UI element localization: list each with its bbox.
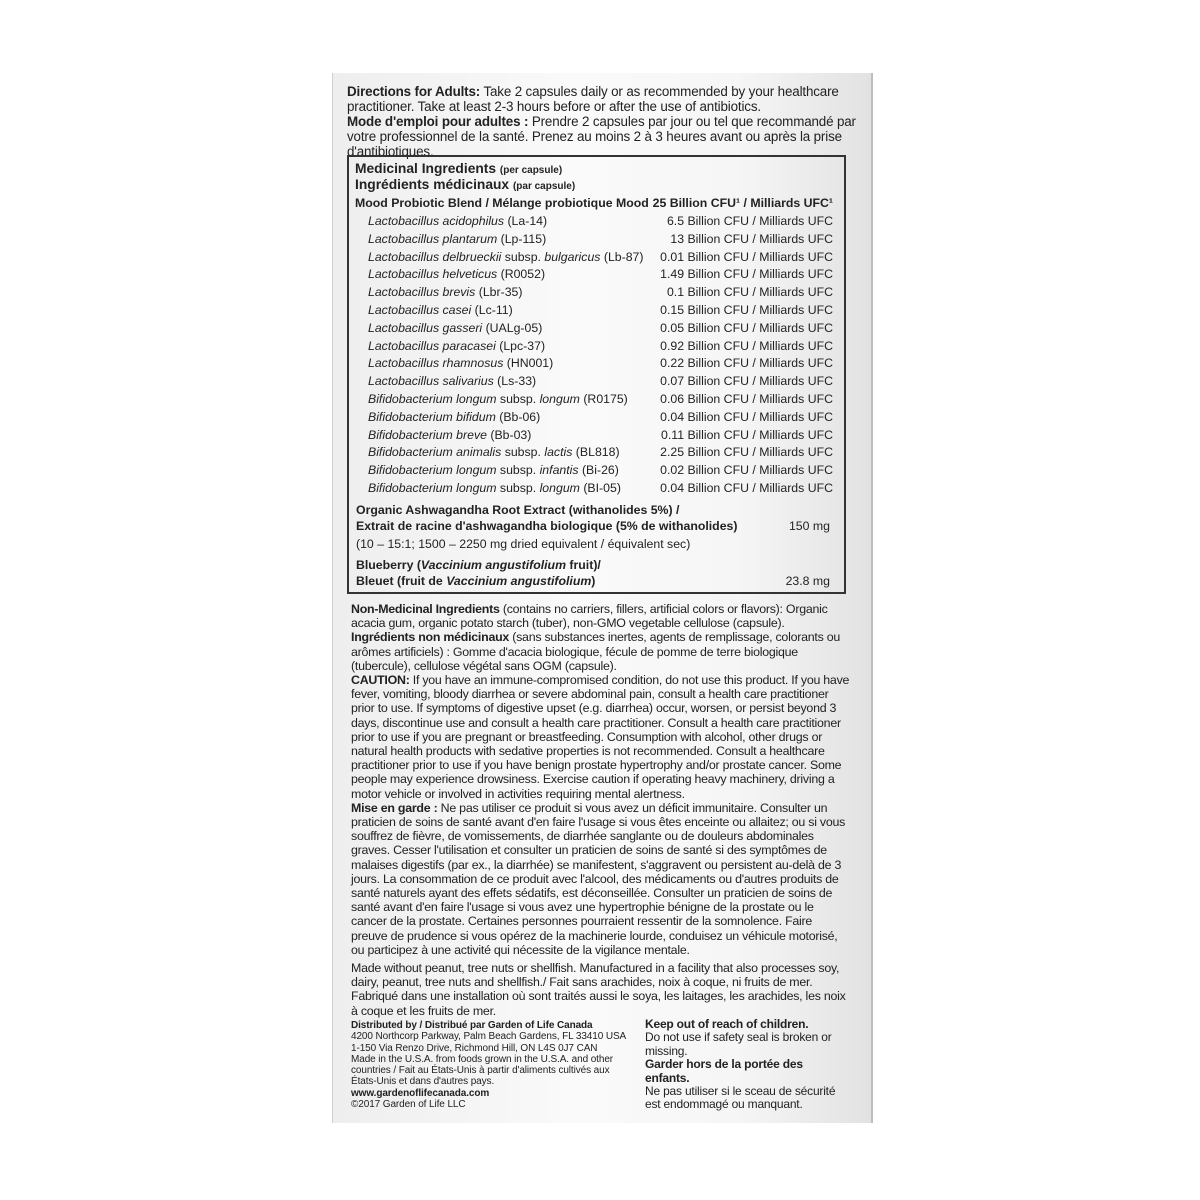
strain-row bbox=[355, 267, 833, 285]
strain-amount: 0.02 Billion CFU / Milliards UFC bbox=[660, 463, 833, 478]
strain-row bbox=[355, 339, 833, 357]
strain-name: Bifidobacterium longum subsp. longum (R0175) bbox=[368, 392, 628, 406]
strain-name: Lactobacillus brevis (Lbr-35) bbox=[368, 285, 523, 300]
strain-name: Bifidobacterium breve (Bb-03) bbox=[368, 427, 532, 442]
blend-row bbox=[355, 196, 833, 214]
strain-amount: 0.06 Billion CFU / Milliards UFC bbox=[660, 392, 833, 406]
allergen-statement: Made without peanut, tree nuts or shellfish. Manufactured in a facility that also processes soy, dairy, peanut, tree nuts and shellfish./ Fait sans arachides, noix à coque, ni fruits de mer. Fabriqué dans une installation où sont traités aussi le soya, les laitages, les arachides, les noix à coque et les fruits de mer. bbox=[351, 961, 846, 1018]
strain-row bbox=[355, 374, 833, 392]
strain-row bbox=[355, 463, 833, 481]
strain-name: Lactobacillus casei (Lc-11) bbox=[368, 303, 513, 317]
strain-amount: 0.04 Billion CFU / Milliards UFC bbox=[660, 481, 833, 495]
strain-name: Bifidobacterium bifidum (Bb-06) bbox=[368, 409, 541, 424]
strain-name: Lactobacillus helveticus (R0052) bbox=[368, 267, 546, 282]
directions-en-label: Directions for Adults: bbox=[347, 84, 481, 99]
strain-name: Lactobacillus acidophilus (La-14) bbox=[368, 214, 548, 228]
caution-block: CAUTION: If you have an immune-compromised condition, do not use this product. If you have fever, vomiting, bloody diarrhea or severe abdominal pain, consult a health care practitioner prior to use. If symptoms of digestive upset (e.g. diarrhea) occur, worsen, or persist beyond 3 days, discontinue use and consult a health care practitioner. Consult a health care practitioner prior to use if you are pregnant or breastfeeding. Consumption with alcohol, other drugs or natural health products with sedative properties is not recommended. Consult a healthcare practitioner prior to use if you have benign prostate hypertrophy and/or prostate cancer. Some people may experience drowsiness. Exercise caution if operating heavy machinery, driving a motor vehicle or involved in activities requiring mental alertness. Mise en garde : Ne pas utiliser ce produit si vous avez un déficit immunitaire. Consulter un praticien de soins de santé avant d'en faire l'usage si vous êtes enceinte ou allaitez; ou si vous souffrez de fièvre, de vomissements, de diarrhée sanglante ou de douleurs abdominales graves. Cesser l'utilisation et consulter un praticien de soins de santé si des symptômes de malaises digestifs (par ex., la diarrhée) se manifestent, s'aggravent ou persistent au-delà de 3 jours. La consommation de ce produit avec l'alcool, des médicaments ou d'autres produits de santé naturels ayant des effets sédatifs, est déconseillée. Consulter un praticien de soins de santé avant d'en faire l'usage si vous avez une hypertrophie bénigne de la prostate ou le cancer de la prostate. Certaines personnes pourraient ressentir de la somnolence. Faire preuve de prudence si vous opérez de la machinerie lourde, conduisez un véhicule motorisé, ou participez à une activité qui nécessite de la vigilance mentale. bbox=[351, 673, 850, 957]
strain-row bbox=[355, 410, 833, 428]
strain-amount: 13 Billion CFU / Milliards UFC bbox=[670, 231, 833, 246]
blend-name: Mood Probiotic Blend / Mélange probiotique Mood bbox=[355, 196, 649, 210]
ashwagandha-en: Organic Ashwagandha Root Extract (withanolides 5%) / bbox=[356, 503, 680, 517]
strain-row bbox=[355, 481, 833, 499]
blueberry-en: Blueberry (Vaccinium angustifolium fruit)/ bbox=[356, 558, 601, 572]
website-link: www.gardenoflifecanada.com bbox=[351, 1087, 490, 1099]
strain-amount: 0.15 Billion CFU / Milliards UFC bbox=[660, 303, 833, 317]
ashwagandha-fr: Extrait de racine d'ashwagandha biologique (5% de withanolides) bbox=[356, 519, 738, 533]
strain-row bbox=[355, 303, 833, 321]
blend-amount: 25 Billion CFU¹ / Milliards UFC¹ bbox=[652, 196, 833, 210]
directions-en-text: Take 2 capsules daily or as recommended by your healthcare practitioner. Take at least 2-3 hours before or after the use of antibiotics. bbox=[347, 84, 839, 114]
strain-name: Lactobacillus rhamnosus (HN001) bbox=[368, 356, 554, 371]
directions-block bbox=[347, 85, 862, 160]
strain-name: Lactobacillus paracasei (Lpc-37) bbox=[368, 338, 546, 353]
strain-amount: 0.05 Billion CFU / Milliards UFC bbox=[660, 320, 833, 335]
strain-name: Bifidobacterium longum subsp. longum (BI-05) bbox=[368, 481, 621, 495]
blueberry-amount: 23.8 mg bbox=[785, 574, 830, 588]
strain-name: Lactobacillus plantarum (Lp-115) bbox=[368, 231, 547, 246]
strain-row bbox=[355, 285, 833, 303]
strain-amount: 2.25 Billion CFU / Milliards UFC bbox=[660, 445, 833, 460]
strain-amount: 0.1 Billion CFU / Milliards UFC bbox=[666, 285, 833, 300]
strain-amount: 6.5 Billion CFU / Milliards UFC bbox=[666, 214, 833, 228]
strain-row bbox=[355, 445, 833, 463]
strain-name: Lactobacillus delbrueckii subsp. bulgaricus (Lb-87) bbox=[368, 249, 644, 264]
strain-amount: 0.22 Billion CFU / Milliards UFC bbox=[660, 356, 833, 371]
strain-row bbox=[355, 321, 833, 339]
strain-row bbox=[355, 392, 833, 410]
medicinal-title: Medicinal Ingredients (per capsule) Ingrédients médicinaux (par capsule) bbox=[355, 161, 576, 192]
blueberry-fr: Bleuet (fruit de Vaccinium angustifolium) bbox=[356, 574, 596, 588]
directions-fr-label: Mode d'emploi pour adultes : bbox=[347, 113, 529, 129]
strain-amount: 0.92 Billion CFU / Milliards UFC bbox=[660, 338, 833, 353]
non-medicinal-block: Non-Medicinal Ingredients (contains no carriers, fillers, artificial colors or flavors): Organic acacia gum, organic potato starch (tuber), non-GMO vegetable cellulose (capsule). Ingrédients non médicinaux (sans substances inertes, agents de remplissage, colorants ou arômes artificiels) : Gomme d'acacia biologique, fécule de pomme de terre biologique (tubercule), cellulose végétal sans OGM (capsule). bbox=[351, 602, 840, 673]
strain-name: Lactobacillus salivarius (Ls-33) bbox=[368, 374, 537, 389]
distributor-block: Distributed by / Distribué par Garden of Life Canada 4200 Northcorp Parkway, Palm Beach Gardens, FL 33410 USA 1-150 Via Renzo Drive, Richmond Hill, ON L4S 0J7 CAN Made in the U.S.A. from foods grown in the U.S.A. and other countries / Fait au États-Unis à partir d'aliments cultivés aux États-Unis et dans d'autres pays. www.gardenoflifecanada.com ©2017 Garden of Life LLC bbox=[351, 1020, 627, 1111]
strain-amount: 1.49 Billion CFU / Milliards UFC bbox=[660, 267, 833, 282]
directions-fr-text: Prendre 2 capsules par jour ou tel que recommandé par votre professionnel de la santé. Prenez au moins 2 à 3 heures avant ou après la prise d'antibiotiques. bbox=[347, 113, 856, 159]
strain-name: Lactobacillus gasseri (UALg-05) bbox=[368, 320, 543, 335]
strain-name: Bifidobacterium longum subsp. infantis (Bi-26) bbox=[368, 463, 619, 478]
strain-row bbox=[355, 250, 833, 268]
strain-name: Bifidobacterium animalis subsp. lactis (BL818) bbox=[368, 445, 620, 460]
strain-amount: 0.07 Billion CFU / Milliards UFC bbox=[660, 374, 833, 389]
strain-amount: 0.11 Billion CFU / Milliards UFC bbox=[661, 427, 833, 442]
strain-amount: 0.01 Billion CFU / Milliards UFC bbox=[660, 249, 833, 264]
ashwagandha-note: (10 – 15:1; 1500 – 2250 mg dried equivalent / équivalent sec) bbox=[356, 537, 691, 551]
strain-row bbox=[355, 428, 833, 446]
strain-row bbox=[355, 214, 833, 232]
keep-out-block: Keep out of reach of children. Do not use if safety seal is broken or missing. Garder hors de la portée des enfants. Ne pas utiliser si le sceau de sécurité est endommagé ou manquant. bbox=[645, 1017, 836, 1112]
strain-row bbox=[355, 356, 833, 374]
strain-row bbox=[355, 232, 833, 250]
strain-amount: 0.04 Billion CFU / Milliards UFC bbox=[660, 409, 833, 424]
ashwagandha-amount: 150 mg bbox=[788, 519, 830, 533]
